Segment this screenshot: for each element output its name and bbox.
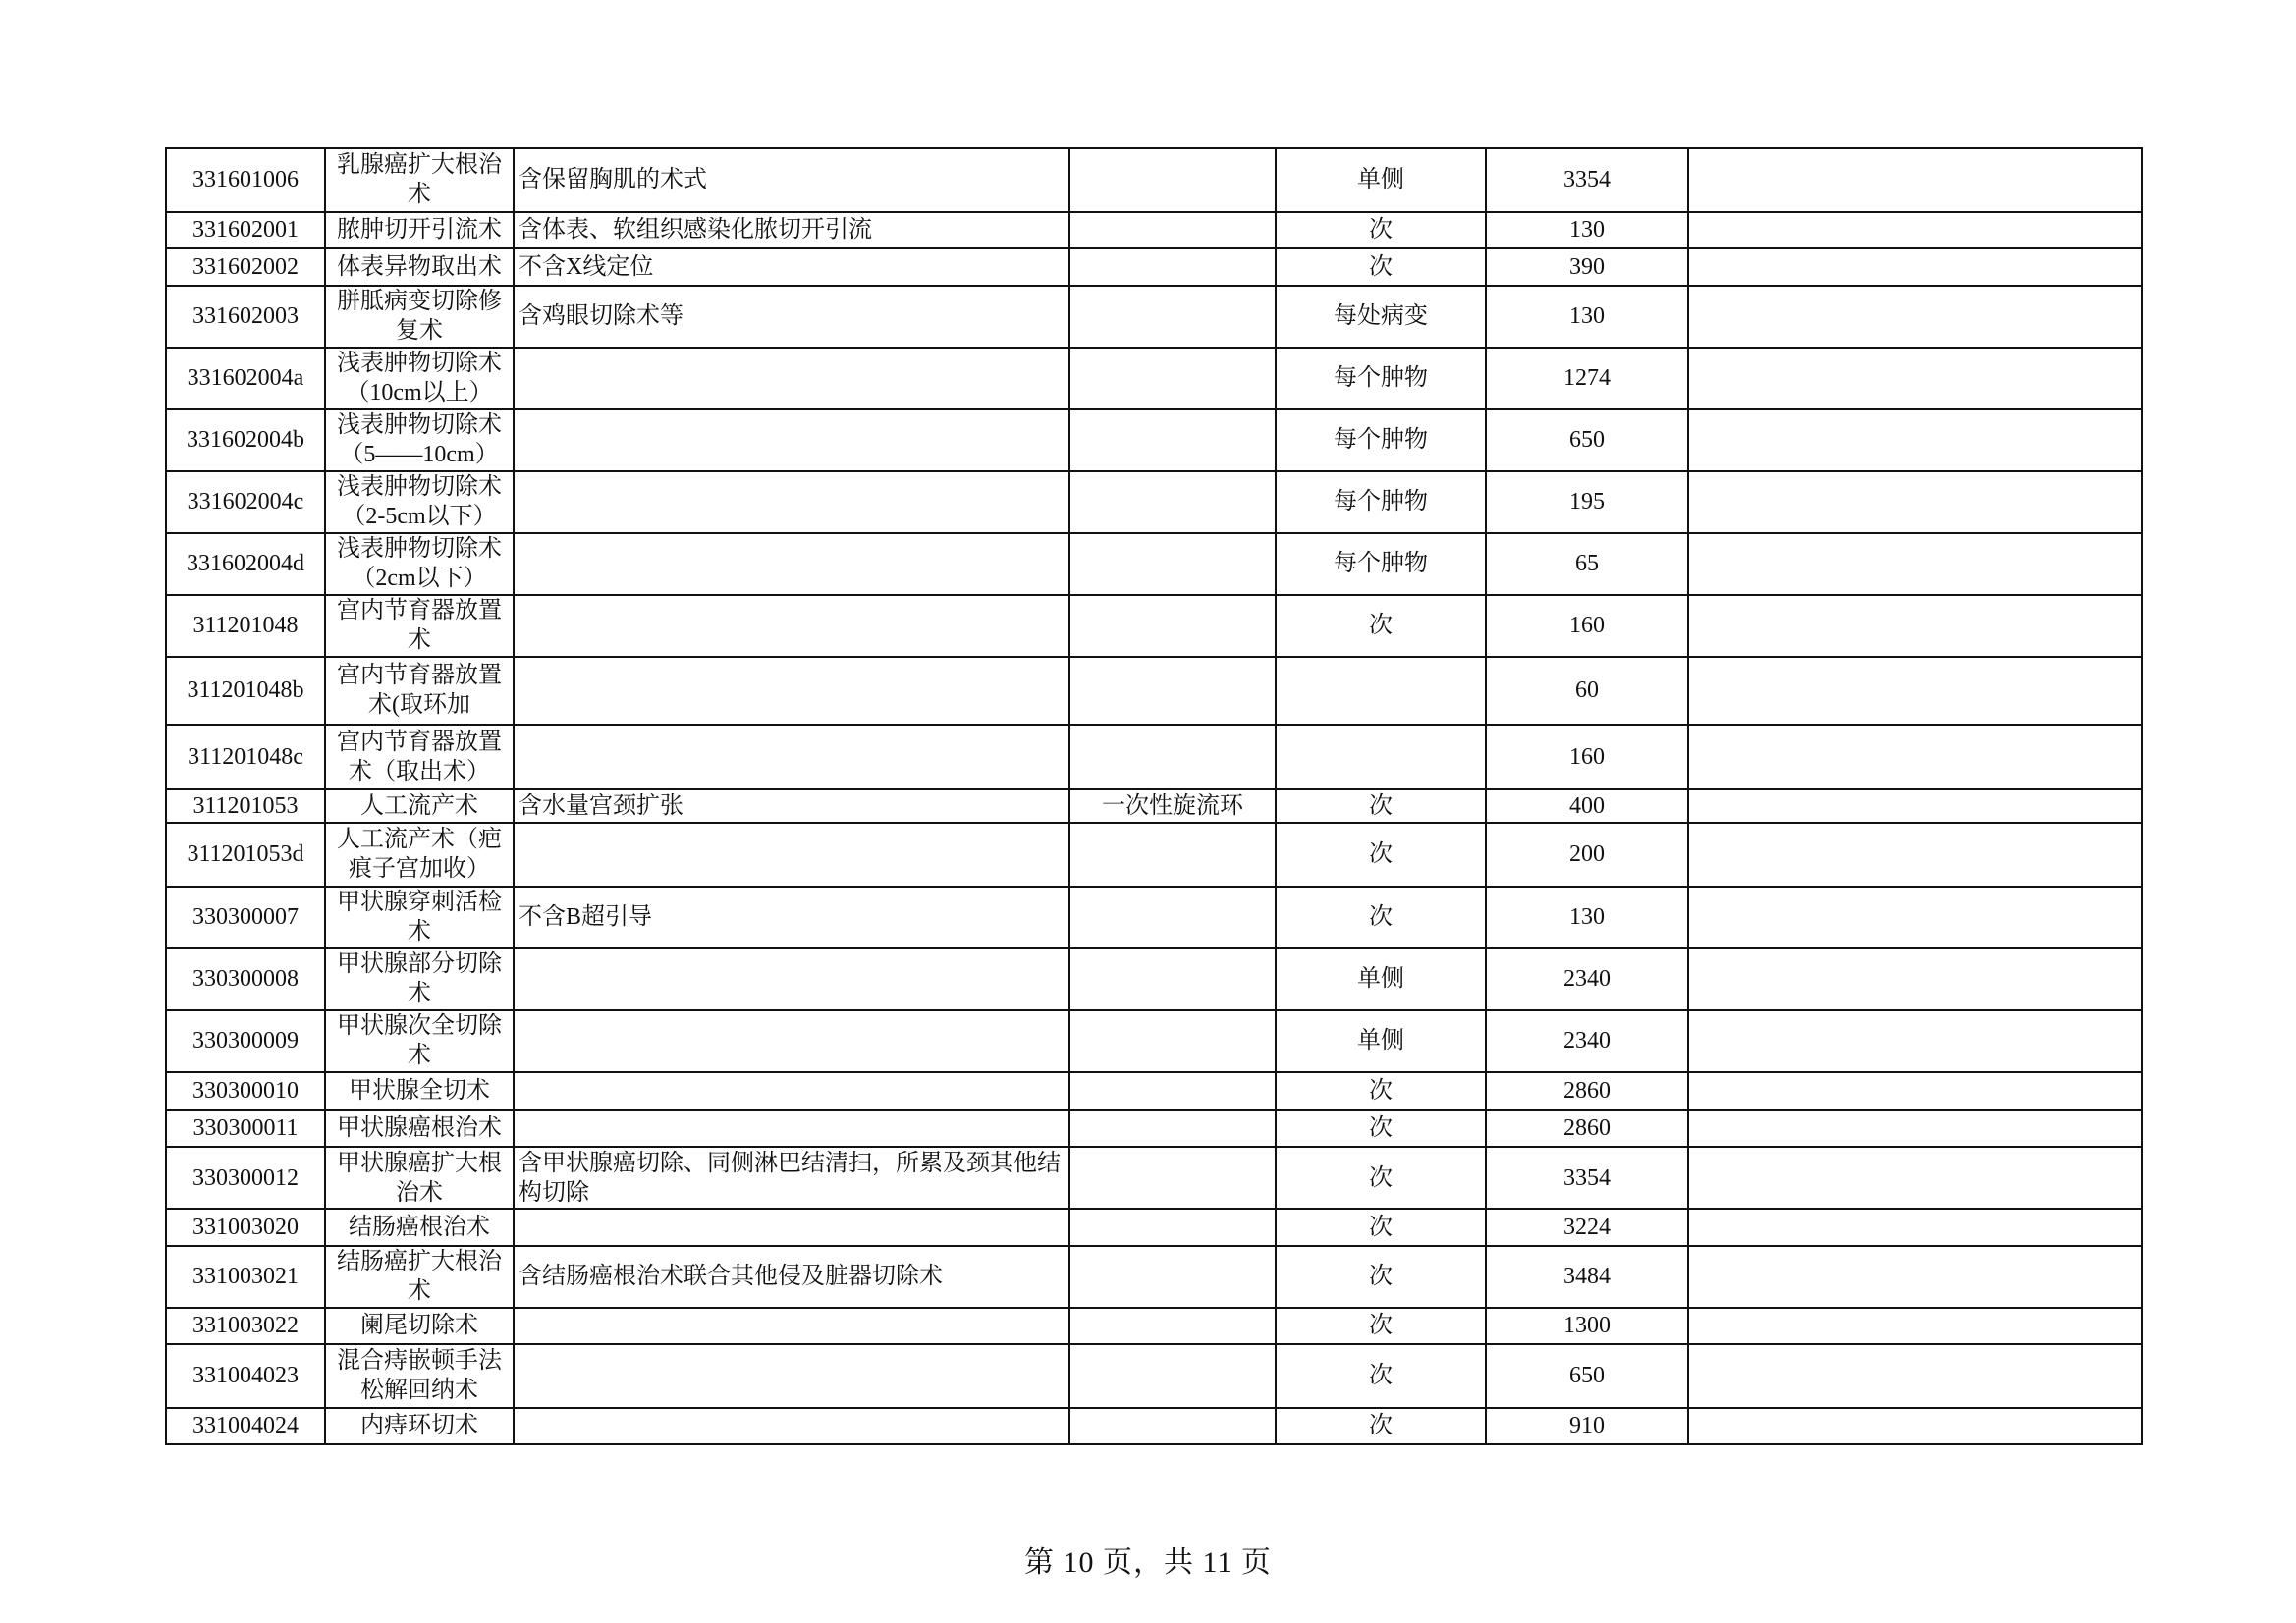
remarks-cell	[1688, 286, 2142, 348]
item-name-cell: 浅表肿物切除术（5——10cm）	[325, 409, 514, 471]
item-code-cell: 330300007	[166, 887, 325, 948]
item-name-cell: 人工流产术（疤痕子宫加收）	[325, 823, 514, 887]
table-row	[166, 1209, 2142, 1246]
item-description-cell: 含鸡眼切除术等	[514, 286, 1069, 348]
item-description-cell	[514, 595, 1069, 657]
excluded-items-cell	[1069, 348, 1276, 409]
item-description-cell	[514, 1110, 1069, 1148]
remarks-cell	[1688, 533, 2142, 595]
pricing-unit-cell: 次	[1276, 1408, 1486, 1445]
item-description-cell	[514, 348, 1069, 409]
item-description-cell	[514, 1344, 1069, 1408]
item-description-cell	[514, 657, 1069, 725]
pricing-unit-cell: 次	[1276, 1308, 1486, 1345]
table-row	[166, 471, 2142, 533]
item-name-cell: 体表异物取出术	[325, 248, 514, 286]
table-row	[166, 148, 2142, 212]
remarks-cell	[1688, 1147, 2142, 1209]
item-description-cell	[514, 533, 1069, 595]
excluded-items-cell	[1069, 823, 1276, 887]
excluded-items-cell	[1069, 1010, 1276, 1072]
item-description-cell	[514, 1209, 1069, 1246]
remarks-cell	[1688, 948, 2142, 1010]
item-description-cell: 不含B超引导	[514, 887, 1069, 948]
excluded-items-cell	[1069, 595, 1276, 657]
item-name-cell: 脓肿切开引流术	[325, 212, 514, 249]
excluded-items-cell	[1069, 533, 1276, 595]
item-name-cell: 乳腺癌扩大根治术	[325, 148, 514, 212]
pricing-unit-cell: 单侧	[1276, 948, 1486, 1010]
item-name-cell: 宫内节育器放置术	[325, 595, 514, 657]
excluded-items-cell	[1069, 1147, 1276, 1209]
remarks-cell	[1688, 823, 2142, 887]
item-name-cell: 内痔环切术	[325, 1408, 514, 1445]
item-name-cell: 甲状腺部分切除术	[325, 948, 514, 1010]
remarks-cell	[1688, 471, 2142, 533]
pricing-unit-cell: 单侧	[1276, 148, 1486, 212]
pricing-unit-cell: 次	[1276, 887, 1486, 948]
pricing-unit-cell: 次	[1276, 1344, 1486, 1408]
price-cell: 650	[1486, 1344, 1688, 1408]
item-name-cell: 甲状腺癌根治术	[325, 1110, 514, 1148]
table-row	[166, 286, 2142, 348]
item-code-cell: 311201053d	[166, 823, 325, 887]
item-description-cell	[514, 1308, 1069, 1345]
price-cell: 60	[1486, 657, 1688, 725]
pricing-unit-cell: 每个肿物	[1276, 409, 1486, 471]
price-cell: 2340	[1486, 948, 1688, 1010]
price-cell: 1274	[1486, 348, 1688, 409]
excluded-items-cell	[1069, 212, 1276, 249]
item-name-cell: 宫内节育器放置术(取环加	[325, 657, 514, 725]
price-cell: 200	[1486, 823, 1688, 887]
item-code-cell: 330300009	[166, 1010, 325, 1072]
excluded-items-cell	[1069, 725, 1276, 789]
remarks-cell	[1688, 348, 2142, 409]
excluded-items-cell	[1069, 948, 1276, 1010]
item-description-cell: 含水量宫颈扩张	[514, 789, 1069, 824]
table-row	[166, 248, 2142, 286]
pricing-unit-cell: 每个肿物	[1276, 533, 1486, 595]
item-description-cell	[514, 1408, 1069, 1445]
item-name-cell: 结肠癌扩大根治术	[325, 1246, 514, 1308]
excluded-items-cell	[1069, 148, 1276, 212]
item-code-cell: 330300008	[166, 948, 325, 1010]
excluded-items-cell	[1069, 1209, 1276, 1246]
item-code-cell: 311201048b	[166, 657, 325, 725]
item-code-cell: 331003021	[166, 1246, 325, 1308]
table-row	[166, 533, 2142, 595]
table-row	[166, 887, 2142, 948]
remarks-cell	[1688, 657, 2142, 725]
item-code-cell: 331602002	[166, 248, 325, 286]
item-description-cell	[514, 1072, 1069, 1110]
price-cell: 2860	[1486, 1072, 1688, 1110]
price-cell: 650	[1486, 409, 1688, 471]
item-description-cell	[514, 409, 1069, 471]
excluded-items-cell	[1069, 657, 1276, 725]
item-code-cell: 331004024	[166, 1408, 325, 1445]
item-name-cell: 甲状腺穿刺活检术	[325, 887, 514, 948]
price-cell: 3484	[1486, 1246, 1688, 1308]
table-row	[166, 1246, 2142, 1308]
item-code-cell: 330300010	[166, 1072, 325, 1110]
item-name-cell: 甲状腺癌扩大根治术	[325, 1147, 514, 1209]
pricing-unit-cell: 单侧	[1276, 1010, 1486, 1072]
price-cell: 195	[1486, 471, 1688, 533]
item-name-cell: 阑尾切除术	[325, 1308, 514, 1345]
item-name-cell: 浅表肿物切除术（2cm以下）	[325, 533, 514, 595]
price-cell: 160	[1486, 595, 1688, 657]
item-code-cell: 311201048	[166, 595, 325, 657]
price-cell: 3354	[1486, 1147, 1688, 1209]
price-cell: 390	[1486, 248, 1688, 286]
item-description-cell	[514, 948, 1069, 1010]
item-code-cell: 330300011	[166, 1110, 325, 1148]
pricing-unit-cell: 次	[1276, 1072, 1486, 1110]
table-row	[166, 789, 2142, 824]
remarks-cell	[1688, 248, 2142, 286]
price-cell: 65	[1486, 533, 1688, 595]
table-row	[166, 948, 2142, 1010]
price-cell: 1300	[1486, 1308, 1688, 1345]
table-row	[166, 1072, 2142, 1110]
excluded-items-cell	[1069, 1110, 1276, 1148]
price-cell: 2860	[1486, 1110, 1688, 1148]
item-name-cell: 胼胝病变切除修复术	[325, 286, 514, 348]
item-name-cell: 人工流产术	[325, 789, 514, 824]
pricing-unit-cell: 次	[1276, 1246, 1486, 1308]
pricing-unit-cell	[1276, 725, 1486, 789]
remarks-cell	[1688, 725, 2142, 789]
item-description-cell	[514, 725, 1069, 789]
item-code-cell: 331003020	[166, 1209, 325, 1246]
table-row	[166, 1308, 2142, 1345]
page-footer: 第 10 页，共 11 页	[1024, 1546, 1272, 1579]
table-row	[166, 595, 2142, 657]
remarks-cell	[1688, 148, 2142, 212]
item-code-cell: 331602004c	[166, 471, 325, 533]
excluded-items-cell	[1069, 1246, 1276, 1308]
remarks-cell	[1688, 1209, 2142, 1246]
item-description-cell: 含体表、软组织感染化脓切开引流	[514, 212, 1069, 249]
price-cell: 130	[1486, 212, 1688, 249]
price-cell: 3354	[1486, 148, 1688, 212]
table-row	[166, 1110, 2142, 1148]
item-description-cell	[514, 471, 1069, 533]
remarks-cell	[1688, 887, 2142, 948]
pricing-unit-cell: 次	[1276, 1147, 1486, 1209]
pricing-unit-cell: 次	[1276, 1209, 1486, 1246]
price-cell: 3224	[1486, 1209, 1688, 1246]
table-row	[166, 725, 2142, 789]
remarks-cell	[1688, 409, 2142, 471]
excluded-items-cell	[1069, 286, 1276, 348]
table-row	[166, 657, 2142, 725]
item-code-cell: 311201053	[166, 789, 325, 824]
price-table	[165, 147, 2143, 1445]
item-name-cell: 混合痔嵌顿手法松解回纳术	[325, 1344, 514, 1408]
item-code-cell: 331602001	[166, 212, 325, 249]
table-row	[166, 409, 2142, 471]
item-description-cell	[514, 1010, 1069, 1072]
pricing-unit-cell: 次	[1276, 789, 1486, 824]
remarks-cell	[1688, 1408, 2142, 1445]
item-code-cell: 330300012	[166, 1147, 325, 1209]
item-description-cell	[514, 823, 1069, 887]
remarks-cell	[1688, 789, 2142, 824]
pricing-unit-cell: 每个肿物	[1276, 348, 1486, 409]
item-code-cell: 331004023	[166, 1344, 325, 1408]
remarks-cell	[1688, 1010, 2142, 1072]
item-description-cell: 不含X线定位	[514, 248, 1069, 286]
pricing-unit-cell: 每个肿物	[1276, 471, 1486, 533]
table-row	[166, 212, 2142, 249]
price-cell: 910	[1486, 1408, 1688, 1445]
pricing-unit-cell: 每处病变	[1276, 286, 1486, 348]
price-cell: 130	[1486, 887, 1688, 948]
excluded-items-cell	[1069, 248, 1276, 286]
table-row	[166, 1010, 2142, 1072]
item-code-cell: 331602004d	[166, 533, 325, 595]
price-cell: 2340	[1486, 1010, 1688, 1072]
item-code-cell: 331602004a	[166, 348, 325, 409]
item-description-cell: 含结肠癌根治术联合其他侵及脏器切除术	[514, 1246, 1069, 1308]
table-row	[166, 1344, 2142, 1408]
remarks-cell	[1688, 1308, 2142, 1345]
remarks-cell	[1688, 595, 2142, 657]
item-name-cell: 甲状腺全切术	[325, 1072, 514, 1110]
pricing-unit-cell: 次	[1276, 248, 1486, 286]
pricing-unit-cell: 次	[1276, 595, 1486, 657]
table-row	[166, 1147, 2142, 1209]
item-name-cell: 浅表肿物切除术（10cm以上）	[325, 348, 514, 409]
price-cell: 130	[1486, 286, 1688, 348]
excluded-items-cell	[1069, 1344, 1276, 1408]
item-description-cell: 含保留胸肌的术式	[514, 148, 1069, 212]
table-row	[166, 348, 2142, 409]
pricing-unit-cell: 次	[1276, 823, 1486, 887]
remarks-cell	[1688, 1344, 2142, 1408]
item-name-cell: 宫内节育器放置术（取出术）	[325, 725, 514, 789]
item-code-cell: 331602003	[166, 286, 325, 348]
item-code-cell: 331601006	[166, 148, 325, 212]
remarks-cell	[1688, 1072, 2142, 1110]
remarks-cell	[1688, 1110, 2142, 1148]
item-code-cell: 331602004b	[166, 409, 325, 471]
item-description-cell: 含甲状腺癌切除、同侧淋巴结清扫，所累及颈其他结构切除	[514, 1147, 1069, 1209]
excluded-items-cell	[1069, 1308, 1276, 1345]
table-row	[166, 1408, 2142, 1445]
excluded-items-cell	[1069, 1408, 1276, 1445]
item-code-cell: 331003022	[166, 1308, 325, 1345]
pricing-unit-cell: 次	[1276, 212, 1486, 249]
table-row	[166, 823, 2142, 887]
remarks-cell	[1688, 1246, 2142, 1308]
item-name-cell: 浅表肿物切除术（2-5cm以下）	[325, 471, 514, 533]
excluded-items-cell: 一次性旋流环	[1069, 789, 1276, 824]
excluded-items-cell	[1069, 471, 1276, 533]
price-cell: 400	[1486, 789, 1688, 824]
pricing-unit-cell: 次	[1276, 1110, 1486, 1148]
item-code-cell: 311201048c	[166, 725, 325, 789]
price-cell: 160	[1486, 725, 1688, 789]
item-name-cell: 甲状腺次全切除术	[325, 1010, 514, 1072]
item-name-cell: 结肠癌根治术	[325, 1209, 514, 1246]
pricing-unit-cell	[1276, 657, 1486, 725]
excluded-items-cell	[1069, 887, 1276, 948]
remarks-cell	[1688, 212, 2142, 249]
excluded-items-cell	[1069, 1072, 1276, 1110]
excluded-items-cell	[1069, 409, 1276, 471]
